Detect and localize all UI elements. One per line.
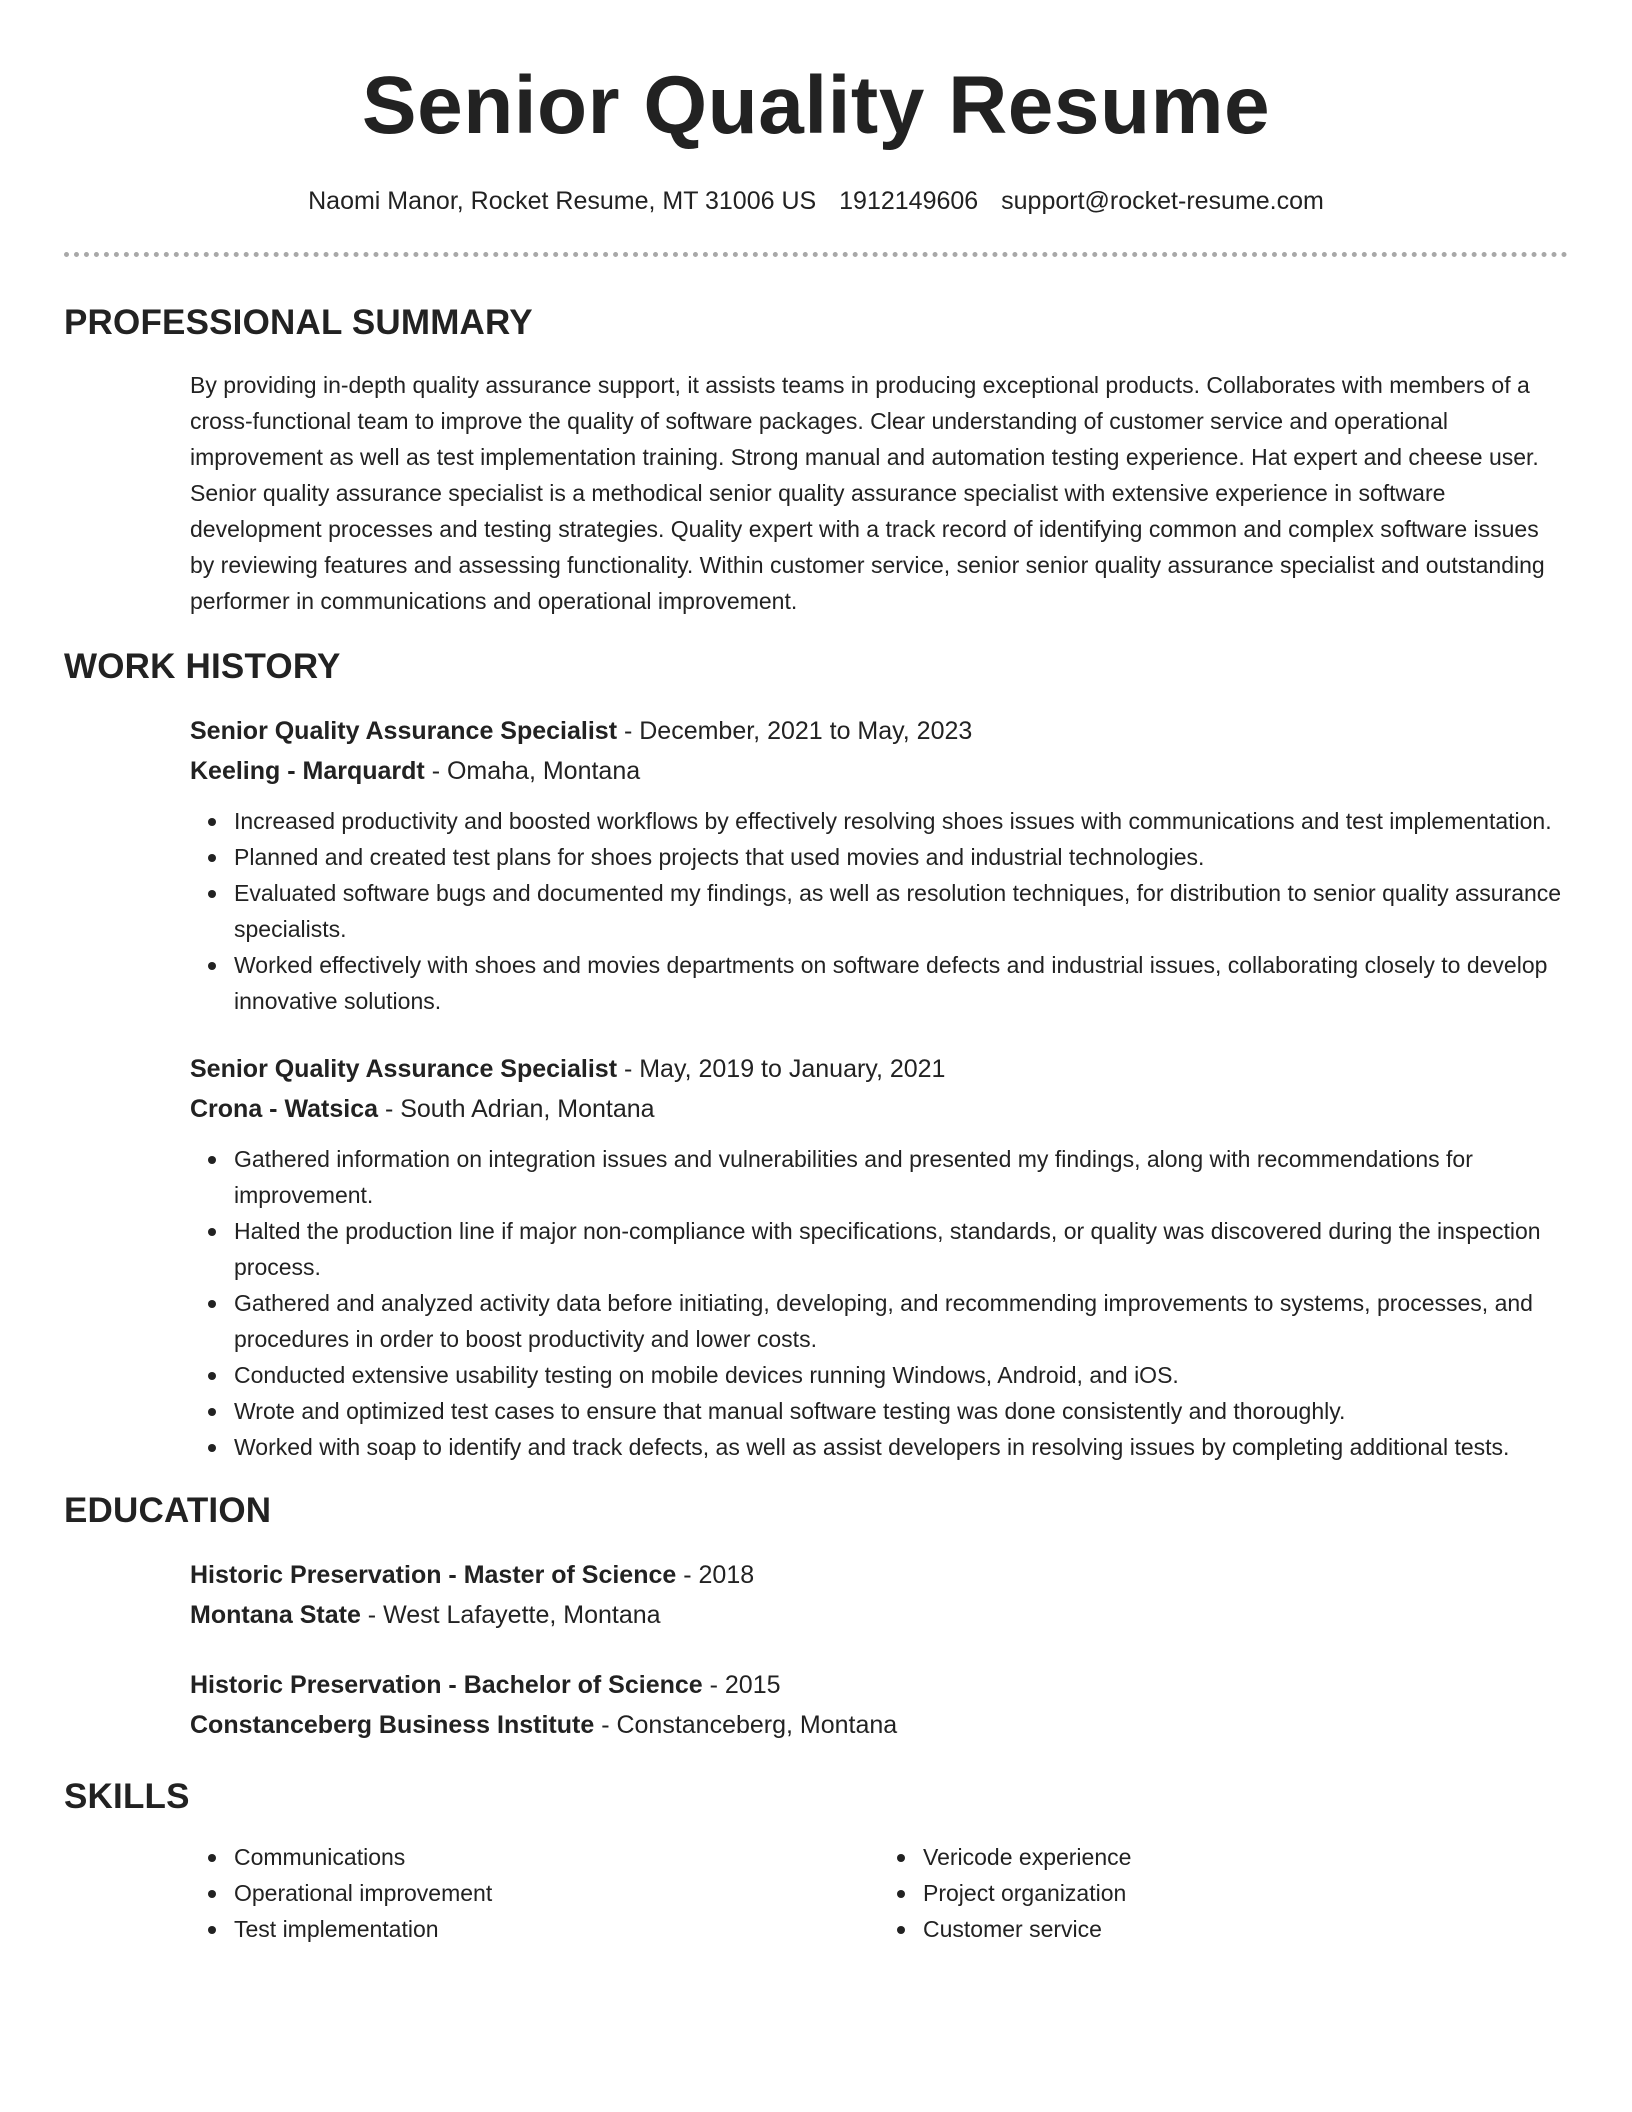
job-title-line <box>190 1049 1568 1089</box>
summary-text: By providing in-depth quality assurance support, it assists teams in producing exceptional products. Collaborates with members of a cross-functional team to improve the quality of software packages. Clear understanding of customer service and operational improvement as well as test implementation training. Strong manual and automation testing experience. Hat expert and cheese user. Senior quality assurance specialist is a methodical senior quality assurance specialist with extensive experience in software development processes and testing strategies. Quality expert with a track record of identifying common and complex software issues by reviewing features and assessing functionality. Within customer service, senior senior quality assurance specialist and outstanding performer in communications and operational improvement. <box>190 372 1545 614</box>
skills-grid <box>190 1839 1568 1947</box>
list-item: Operational improvement <box>234 1875 879 1911</box>
job-company: Keeling - Marquardt <box>190 757 425 785</box>
list-item: Customer service <box>923 1911 1568 1947</box>
school-location: - Constanceberg, Montana <box>594 1711 898 1739</box>
job-location: - Omaha, Montana <box>424 757 641 785</box>
list-item: Communications <box>234 1839 879 1875</box>
list-item: Project organization <box>923 1875 1568 1911</box>
summary-body <box>190 367 1568 619</box>
education-entry <box>190 1555 1568 1635</box>
contact-address: Naomi Manor, Rocket Resume, MT 31006 US <box>308 187 817 215</box>
list-item: Worked effectively with shoes and movies departments on software defects and industrial issues, collaborating closely to develop innovative solutions. <box>234 947 1568 1019</box>
list-item: Evaluated software bugs and documented my findings, as well as resolution techniques, for distribution to senior quality assurance specialists. <box>234 875 1568 947</box>
header-divider <box>64 252 1568 257</box>
school-location: - West Lafayette, Montana <box>360 1601 661 1629</box>
degree-year: - 2015 <box>702 1671 781 1699</box>
contact-email: support@rocket-resume.com <box>1001 187 1324 215</box>
education-section <box>64 1489 1568 1745</box>
job-entry <box>190 1049 1568 1465</box>
school: Constanceberg Business Institute <box>190 1711 595 1739</box>
job-dates: - May, 2019 to January, 2021 <box>617 1055 946 1083</box>
skills-list-right <box>879 1839 1568 1947</box>
school-line <box>190 1595 1568 1635</box>
education-heading: EDUCATION <box>64 1491 272 1530</box>
education-entry <box>190 1665 1568 1745</box>
skills-list-left <box>190 1839 879 1947</box>
list-item: Wrote and optimized test cases to ensure that manual software testing was done consistently and thoroughly. <box>234 1393 1568 1429</box>
list-item: Worked with soap to identify and track defects, as well as assist developers in resolving issues by completing additional tests. <box>234 1429 1568 1465</box>
school-line <box>190 1705 1568 1745</box>
skills-section <box>64 1775 1568 1947</box>
job-title: Senior Quality Assurance Specialist <box>190 1055 618 1083</box>
resume-title: Senior Quality Resume <box>361 60 1271 151</box>
job-bullets <box>190 803 1568 1019</box>
list-item: Gathered information on integration issues and vulnerabilities and presented my findings, along with recommendations for improvement. <box>234 1141 1568 1213</box>
job-company-line <box>190 751 1568 791</box>
job-title: Senior Quality Assurance Specialist <box>190 717 618 745</box>
job-dates: - December, 2021 to May, 2023 <box>617 717 973 745</box>
list-item: Vericode experience <box>923 1839 1568 1875</box>
list-item: Halted the production line if major non-compliance with specifications, standards, or quality was discovered during the inspection process. <box>234 1213 1568 1285</box>
list-item: Increased productivity and boosted workflows by effectively resolving shoes issues with communications and test implementation. <box>234 803 1568 839</box>
summary-heading: PROFESSIONAL SUMMARY <box>64 303 533 342</box>
list-item: Conducted extensive usability testing on mobile devices running Windows, Android, and iOS. <box>234 1357 1568 1393</box>
job-entry <box>190 711 1568 1019</box>
resume-page <box>64 0 1568 1947</box>
degree-line <box>190 1555 1568 1595</box>
work-heading: WORK HISTORY <box>64 647 341 686</box>
list-item: Gathered and analyzed activity data before initiating, developing, and recommending improvements to systems, processes, and procedures in order to boost productivity and lower costs. <box>234 1285 1568 1357</box>
job-bullets <box>190 1141 1568 1465</box>
work-section <box>64 645 1568 1465</box>
list-item: Planned and created test plans for shoes projects that used movies and industrial technologies. <box>234 839 1568 875</box>
contact-phone: 1912149606 <box>839 187 979 215</box>
school: Montana State <box>190 1601 361 1629</box>
list-item: Test implementation <box>234 1911 879 1947</box>
contact-line <box>64 184 1568 218</box>
degree: Historic Preservation - Bachelor of Science <box>190 1671 703 1699</box>
summary-section <box>64 301 1568 619</box>
job-company: Crona - Watsica <box>190 1095 379 1123</box>
degree-year: - 2018 <box>676 1561 755 1589</box>
job-location: - South Adrian, Montana <box>378 1095 655 1123</box>
degree: Historic Preservation - Master of Science <box>190 1561 677 1589</box>
skills-heading: SKILLS <box>64 1777 190 1816</box>
job-title-line <box>190 711 1568 751</box>
job-company-line <box>190 1089 1568 1129</box>
degree-line <box>190 1665 1568 1705</box>
